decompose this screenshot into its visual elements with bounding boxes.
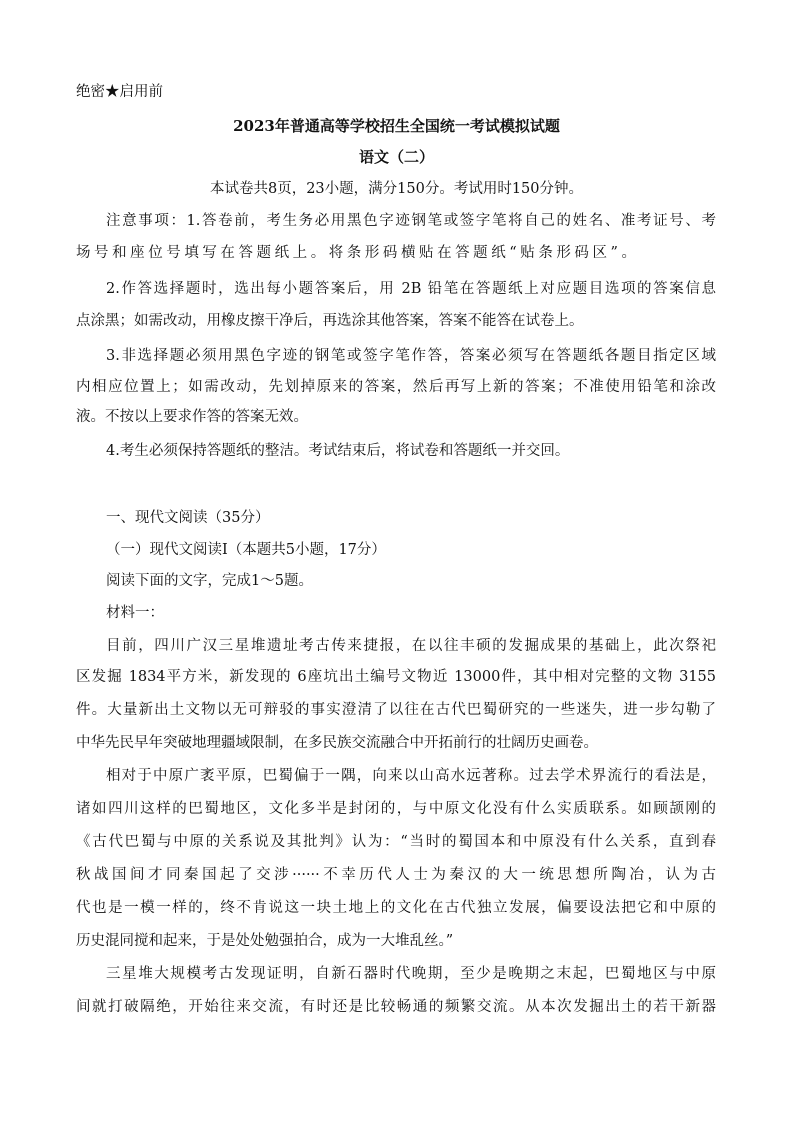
passage-line: 相对于中原广袤平原，巴蜀偏于一隅，向来以山高水远著称。过去学术界流行的看法是， — [106, 768, 716, 784]
notes-line: 场号和座位号填写在答题纸上。将条形码横贴在答题纸“贴条形码区”。 — [76, 245, 636, 261]
passage-line: 件。大量新出土文物以无可辩驳的事实澄清了以往在古代巴蜀研究的一些迷失，进一步勾勒了 — [76, 702, 716, 718]
notes-line: 液。不按以上要求作答的答案无效。 — [76, 409, 308, 425]
notes-line: 2.作答选择题时，选出每小题答案后，用 2B 铅笔在答题纸上对应题目选项的答案信息 — [106, 281, 716, 297]
notes-line: 4.考生必须保持答题纸的整洁。考试结束后，将试卷和答题纸一并交回。 — [106, 443, 570, 459]
passage-line: 间就打破隔绝，开始往来交流，有时还是比较畅通的频繁交流。从本次发掘出土的若干新器 — [76, 999, 716, 1015]
notes-line: 内相应位置上；如需改动，先划掉原来的答案，然后再写上新的答案；不准使用铅笔和涂改 — [76, 379, 716, 395]
passage-line: 秋战国间才同秦国起了交涉······不幸历代人士为秦汉的大一统思想所陶冶，认为古 — [76, 867, 716, 883]
notes-line: 注意事项：1.答卷前，考生务必用黑色字迹钢笔或签字笔将自己的姓名、准考证号、考 — [106, 213, 716, 229]
passage-line: 区发掘 1834平方米，新发现的 6座坑出土编号文物近 13000件，其中相对完整的文物 3155 — [76, 669, 716, 685]
passage-line: 历史混同搅和起来，于是处处勉强拍合，成为一大堆乱丝。” — [76, 933, 454, 949]
section-heading: 一、现代文阅读（35分） — [106, 510, 270, 526]
material-label: 材料一： — [106, 605, 164, 621]
exam-subtitle: 语文（二） — [358, 148, 434, 166]
passage-line: 中华先民早年突破地理疆域限制，在多民族交流融合中开拓前行的壮阔历史画卷。 — [76, 735, 598, 751]
exam-intro: 本试卷共8页，23小题，满分150分。考试用时150分钟。 — [209, 181, 584, 197]
exam-title: 2023年普通高等学校招生全国统一考试模拟试题 — [233, 117, 560, 135]
passage-line: 代也是一模一样的，终不肯说这一块土地上的文化在古代独立发展，偏要设法把它和中原的 — [76, 900, 716, 916]
confidential-mark: 绝密★启用前 — [76, 84, 163, 100]
passage-line: 《古代巴蜀与中原的关系说及其批判》认为：“当时的蜀国本和中原没有什么关系，直到春 — [76, 834, 716, 850]
instruction: 阅读下面的文字，完成1～5题。 — [106, 573, 313, 589]
section-subheading: （一）现代文阅读Ⅰ（本题共5小题，17分） — [106, 542, 386, 558]
passage-line: 目前，四川广汉三星堆遗址考古传来捷报，在以往丰硕的发掘成果的基础上，此次祭祀 — [106, 638, 716, 654]
notes-line: 3.非选择题必须用黑色字迹的钢笔或签字笔作答，答案必须写在答题纸各题目指定区域 — [106, 348, 716, 364]
notes-line: 点涂黑；如需改动，用橡皮擦干净后，再选涂其他答案，答案不能答在试卷上。 — [76, 313, 584, 329]
passage-line: 三星堆大规模考古发现证明，自新石器时代晚期，至少是晚期之末起，巴蜀地区与中原 — [106, 966, 716, 982]
passage-line: 诸如四川这样的巴蜀地区，文化多半是封闭的，与中原文化没有什么实质联系。如顾颉刚的 — [76, 801, 716, 817]
